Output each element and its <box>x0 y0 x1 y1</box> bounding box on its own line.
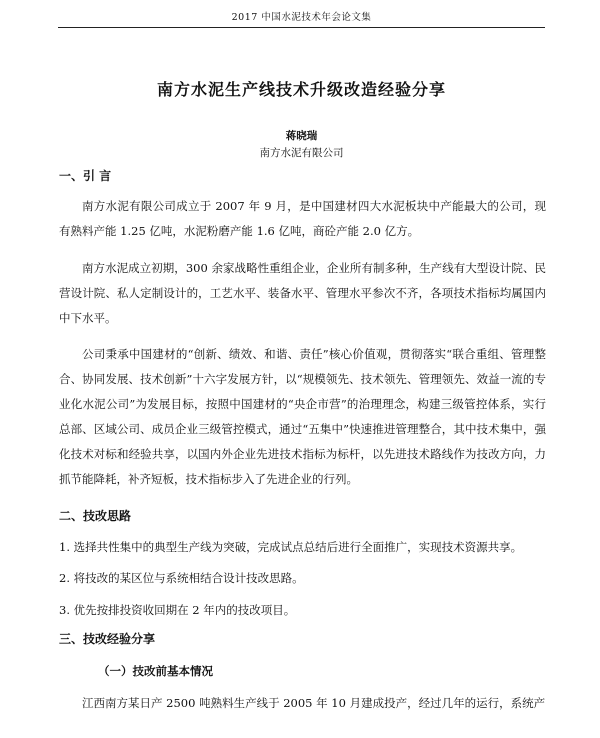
paper-title: 南方水泥生产线技术升级改造经验分享 <box>156 80 446 99</box>
author-affiliation: 南方水泥有限公司 <box>259 147 344 159</box>
section-heading-intro: 一、引 言 <box>59 169 112 183</box>
author-name: 蒋晓瑞 <box>285 130 318 142</box>
approach-item-1: 1. 选择共性集中的典型生产线为突破，完成试点总结后进行全面推广，实现技术资源共享。 <box>59 540 523 554</box>
experience-paragraph-1: 江西南方某日产 2500 吨熟料生产线于 2005 年 10 月建成投产，经过几年的运行，系统产 <box>82 696 546 710</box>
section-heading-experience: 三、技改经验分享 <box>59 632 156 646</box>
intro-paragraph-2: 南方水泥成立初期，300 余家战略性重组企业，企业所有制多种，生产线有大型设计院、民营设计院、私人定制设计的，工艺水平、装备水平、管理水平参次不齐，各项技术指标均属国内中下水平。 <box>59 261 546 325</box>
running-header: 2017 中国水泥技术年会论文集 <box>231 12 372 23</box>
section-heading-approach: 二、技改思路 <box>59 509 132 523</box>
header-rule <box>58 27 545 28</box>
intro-paragraph-1: 南方水泥有限公司成立于 2007 年 9 月，是中国建材四大水泥板块中产能最大的公司，现有熟料产能 1.25 亿吨，水泥粉磨产能 1.6 亿吨，商砼产能 2.0 亿方。 <box>59 199 546 238</box>
approach-item-3: 3. 优先按排投资收回期在 2 年内的技改项目。 <box>59 603 296 617</box>
intro-paragraph-3: 公司秉承中国建材的“创新、绩效、和谐、责任”核心价值观，贯彻落实“联合重组、管理整合、协同发展、技术创新”十六字发展方针，以“规模领先、技术领先、管理领先、效益一流的专业化水泥公司”为发展目标，按照中国建材的“央企市营”的治理理念，构建三级管控体系，实行总部、区域公司、成员企业三级管控模式，通过“五集中”快速推进管理整合，其中技术集中，强化技术对标和经验共享，以国内外企业先进技术指标为标杆，以先进技术路线作为技改方向，力抓节能降耗，补齐短板，技术指标步入了先进企业的行列。 <box>59 347 546 486</box>
subsection-heading-baseline: （一）技改前基本情况 <box>98 664 213 678</box>
approach-item-2: 2. 将技改的某区位与系统相结合设计技改思路。 <box>59 571 304 585</box>
